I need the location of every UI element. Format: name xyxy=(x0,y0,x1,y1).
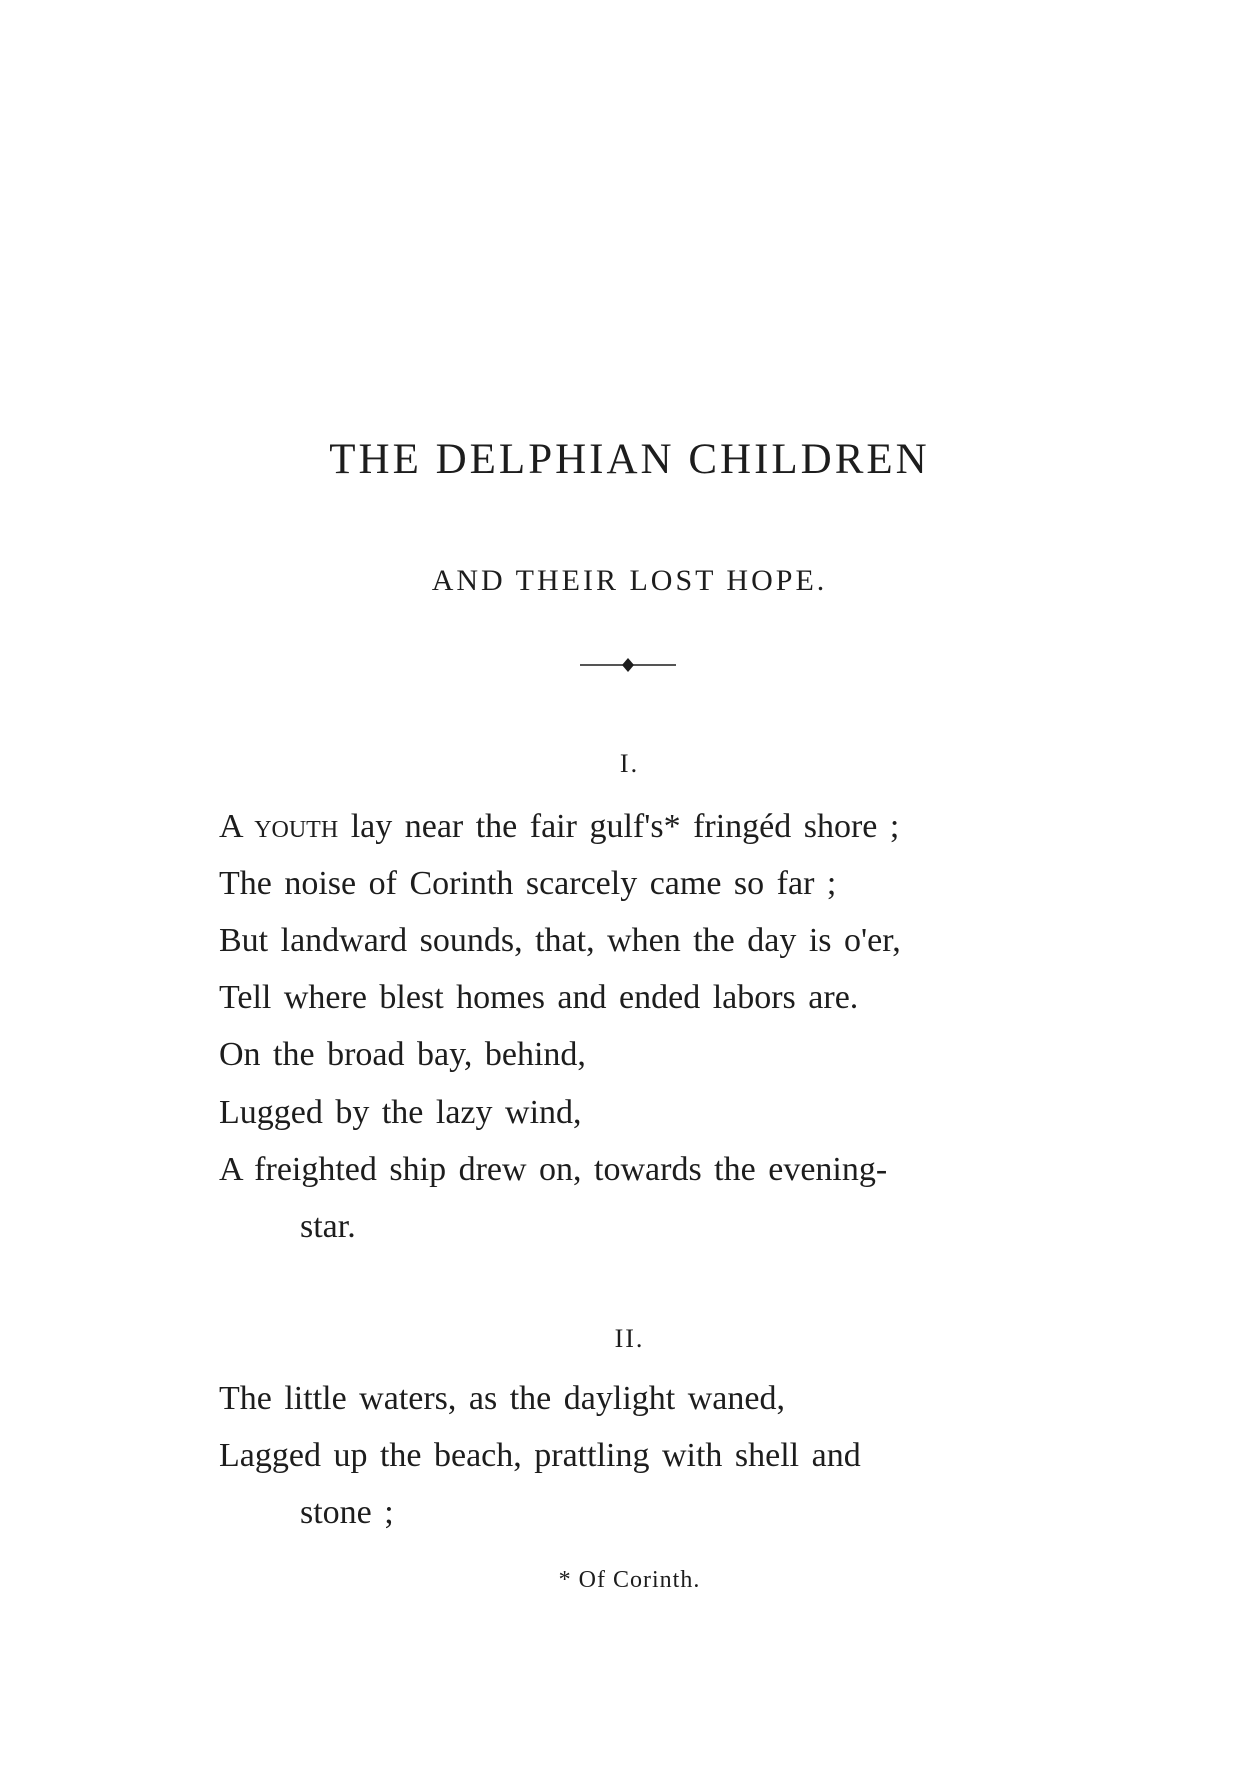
verse-line: A freighted ship drew on, towards the evening- xyxy=(219,1151,888,1188)
rule-with-diamond-icon xyxy=(578,654,678,676)
stanza-number-2: II. xyxy=(614,1324,645,1353)
poem-subtitle: AND THEIR LOST HOPE. xyxy=(431,564,828,597)
verse-line: The noise of Corinth scarcely came so far ; xyxy=(219,865,837,902)
verse-line-rest: lay near the fair gulf's* fringéd shore ; xyxy=(338,808,900,845)
verse-line-start: A xyxy=(219,808,255,845)
verse-line: On the broad bay, behind, xyxy=(219,1036,586,1073)
stanza-number-1: I. xyxy=(619,749,640,778)
verse-line: Tell where blest homes and ended labors are. xyxy=(219,979,859,1016)
verse-line: The little waters, as the daylight waned, xyxy=(219,1380,785,1417)
verse-line: Lagged up the beach, prattling with shell and xyxy=(219,1437,861,1474)
verse-line xyxy=(219,810,899,844)
verse-word-youth: youth xyxy=(254,808,339,845)
footnote: * Of Corinth. xyxy=(558,1567,701,1593)
verse-line: Lugged by the lazy wind, xyxy=(219,1094,582,1131)
verse-line: But landward sounds, that, when the day is o'er, xyxy=(219,922,901,959)
verse-line-continuation: stone ; xyxy=(300,1494,394,1531)
poem-title: THE DELPHIAN CHILDREN xyxy=(329,436,930,483)
verse-line-continuation: star. xyxy=(300,1208,356,1245)
